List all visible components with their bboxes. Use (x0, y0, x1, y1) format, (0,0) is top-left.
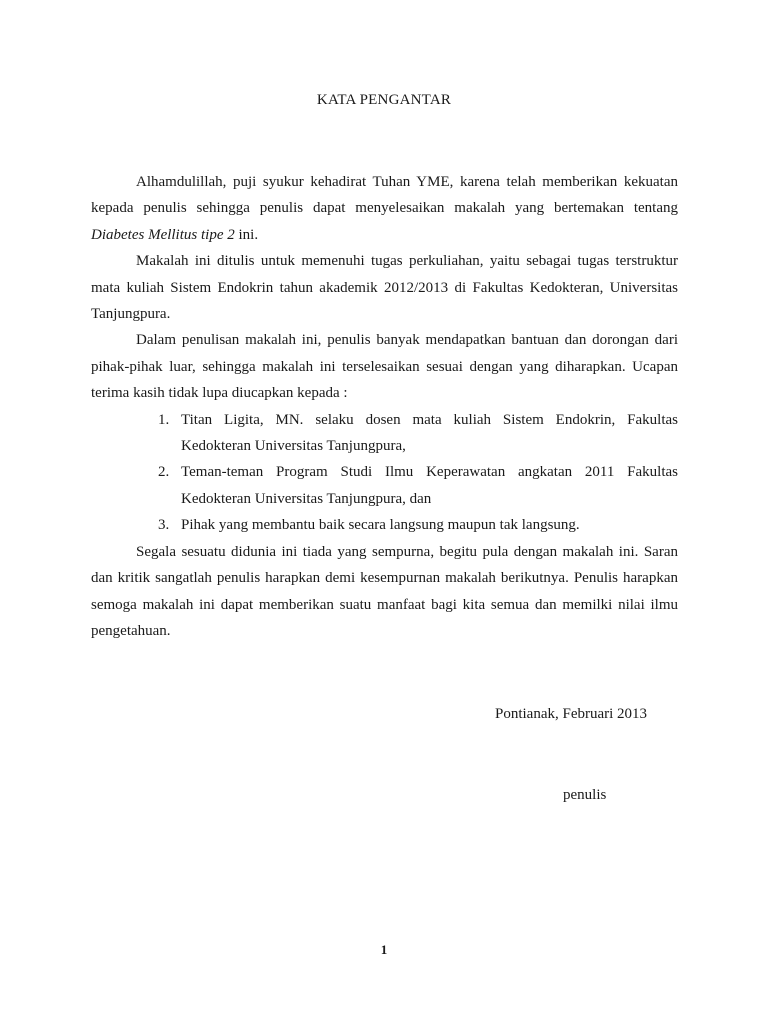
paragraph-opening-end: ini. (234, 226, 259, 243)
list-item (91, 407, 678, 460)
paragraph-opening-text: Alhamdulillah, puji syukur kehadirat Tuhan YME, karena telah memberikan kekuatan kepada penulis sehingga penulis dapat menyelesaikan makalah yang bertemakan tentang (91, 174, 678, 217)
paragraph-purpose: Makalah ini ditulis untuk memenuhi tugas perkuliahan, yaitu sebagai tugas terstruktur mata kuliah Sistem Endokrin tahun akademik 2012/2013 di Fakultas Kedokteran, Universitas Tanjungpura. (91, 253, 678, 323)
acknowledgement-list (91, 407, 678, 539)
document-body (91, 169, 678, 644)
list-item (91, 459, 678, 512)
list-item-text: Pihak yang membantu baik secara langsung maupun tak langsung. (181, 517, 580, 534)
list-item-number: 3. (158, 517, 170, 534)
paragraph-opening (91, 169, 678, 248)
signature-author: penulis (563, 787, 607, 803)
page-title: KATA PENGANTAR (316, 92, 452, 108)
paragraph-thanks-intro: Dalam penulisan makalah ini, penulis banyak mendapatkan bantuan dan dorongan dari pihak-pihak luar, sehingga makalah ini terselesaikan sesuai dengan yang diharapkan. Ucapan terima kasih tidak lupa diucapkan kepada : (91, 332, 678, 402)
list-item-text: Teman-teman Program Studi Ilmu Keperawatan angkatan 2011 Fakultas Kedokteran Universitas Tanjungpura, dan (181, 464, 678, 507)
place-date: Pontianak, Februari 2013 (495, 706, 648, 722)
list-item-number: 1. (158, 411, 170, 428)
list-item-text: Titan Ligita, MN. selaku dosen mata kuliah Sistem Endokrin, Fakultas Kedokteran Universitas Tanjungpura, (181, 411, 678, 455)
page-number: 1 (380, 942, 388, 957)
paragraph-closing: Segala sesuatu didunia ini tiada yang sempurna, begitu pula dengan makalah ini. Saran dan kritik sangatlah penulis harapkan demi kesempurnan makalah berikutnya. Penulis harapkan semoga makalah ini dapat memberikan suatu manfaat bagi kita semua dan memilki nilai ilmu pengetahuan. (91, 543, 678, 639)
paragraph-opening-topic: Diabetes Mellitus tipe 2 (91, 226, 235, 243)
list-item-number: 2. (158, 464, 170, 481)
list-item (91, 512, 678, 538)
